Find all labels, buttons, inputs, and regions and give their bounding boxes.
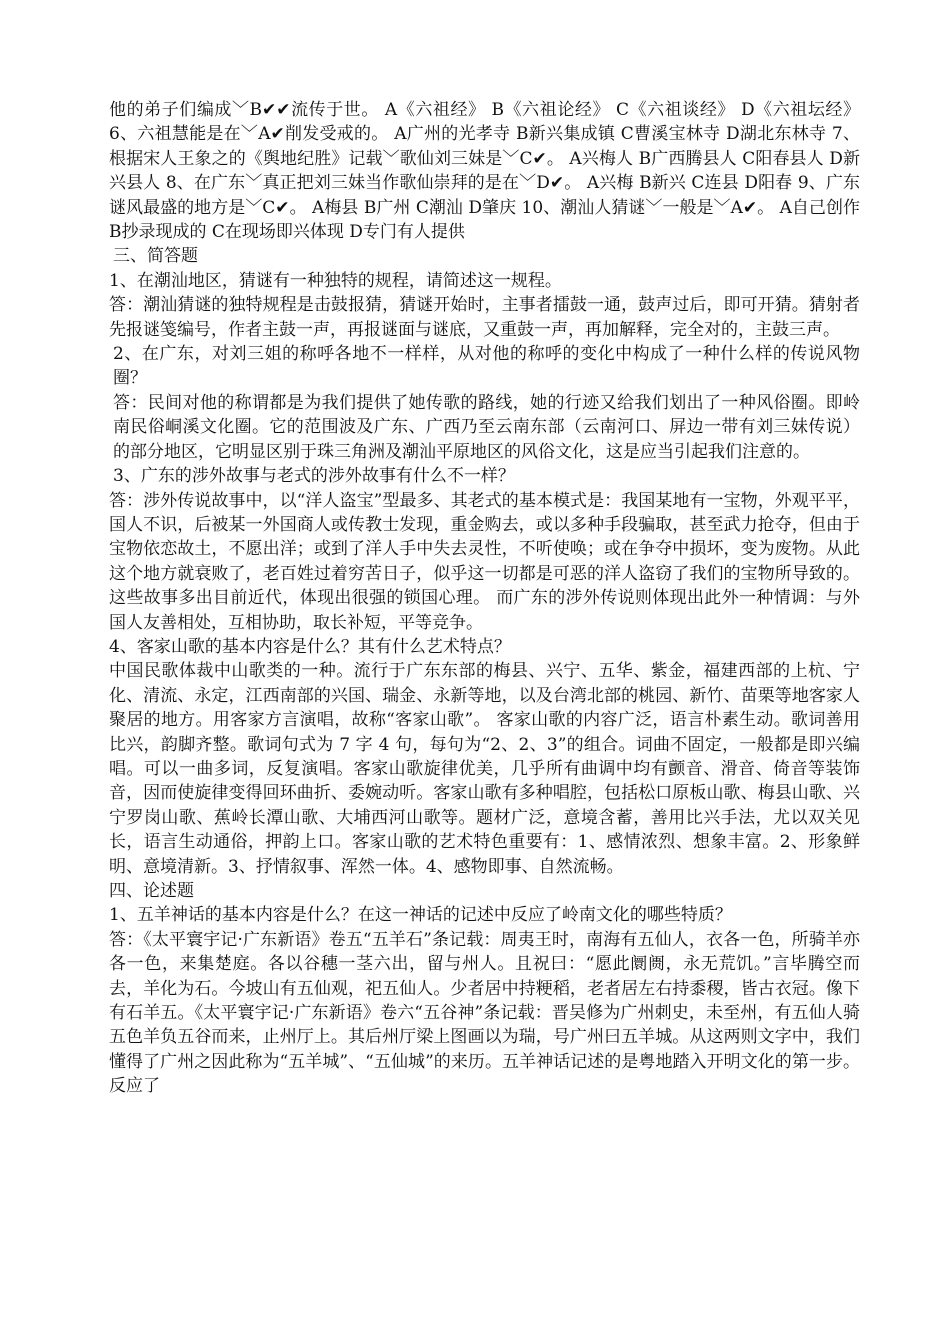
answer-1: 答：潮汕猜谜的独特规程是击鼓报猜，猜谜开始时，主事者擂鼓一通，鼓声过后，即可开猜。猜射者先报谜笺编号，作者主鼓一声，再报谜面与谜底，又重鼓一声，再加解释，完全对的，主鼓三声。 xyxy=(109,295,860,340)
section-heading-short-answer: 三、简答题 xyxy=(113,246,198,267)
answer-2: 答：民间对他的称谓都是为我们提供了她传歌的路线，她的行迹又给我们划出了一种风俗圈。即岭南民俗峒溪文化圈。它的范围波及广东、广西乃至云南东部（云南河口、屏边一带有刘三妹传说）的部分地区，它明显区别于珠三角洲及潮汕平原地区的风俗文化，这是应当引起我们注意的。 xyxy=(113,392,860,462)
answer-3: 答：涉外传说故事中，以“洋人盗宝”型最多、其老式的基本模式是：我国某地有一宝物，外观平平，国人不识，后被某一外国商人或传教士发现，重金购去，或以多种手段骗取，甚至武力抢夺，但由于宝物依恋故土，不愿出洋；或到了洋人手中失去灵性，不听使唤；或在争夺中损坏，变为废物。从此这个地方就衰败了，老百姓过着穷苦日子，似乎这一切都是可恶的洋人盗窃了我们的宝物所导致的。这些故事多出目前近代，体现出很强的锁国心理。 而广东的涉外传说则体现出此外一种情调：与外国人友善相处，互相协助，取长补短，平等竞争。 xyxy=(109,490,860,633)
essay-question-1: 1、五羊神话的基本内容是什么？在这一神话的记述中反应了岭南文化的哪些特质？ xyxy=(109,905,732,926)
question-2: 2、在广东，对刘三姐的称呼各地不一样样，从对他的称呼的变化中构成了一种什么样的传说风物圈？ xyxy=(113,344,860,389)
essay-answer-1: 答：《太平寰宇记·广东新语》卷五“五羊石”条记载：周夷王时，南海有五仙人，衣各一色，所骑羊亦各一色，来集楚庭。各以谷穗一茎六出，留与州人。且祝曰：“愿此阛阓，永无荒饥。”言毕腾空而去，羊化为石。今坡山有五仙观，祀五仙人。少者居中持粳稻，老者居左右持黍稷，皆古衣冠。像下有石羊五。《太平寰宇记·广东新语》卷六“五谷神”条记载：晋吴修为广州刺史，未至州，有五仙人骑五色羊负五谷而来，止州厅上。其后州厅梁上图画以为瑞，号广州曰五羊城。从这两则文字中，我们懂得了广州之因此称为“五羊城”、“五仙城”的来历。五羊神话记述的是粤地踏入开明文化的第一步。反应了 xyxy=(109,929,860,1097)
paragraph-choice-questions: 他的弟子们编成﹀B✔✔流传于世。 A《六祖经》 B《六祖论经》 C《六祖谈经》 D《六祖坛经》 6、六祖慧能是在﹀A✔削发受戒的。 A广州的光孝寺 B新兴集成镇 C曹溪宝林寺 D湖北东林寺 7、根据宋人王象之的《舆地纪胜》记载﹀歌仙刘三妹是﹀C✔。 A兴梅人 B广西腾县人 C阳春县人 D新兴县人 8、在广东﹀真正把刘三妹当作歌仙崇拜的是在﹀D✔。 A兴梅 B新兴 C连县 D阳春 9、广东谜风最盛的地方是﹀C✔。 A梅县 B广州 C潮汕 D肇庆 10、潮汕人猜谜﹀一般是﹀A✔。 A自己创作 B抄录现成的 C在现场即兴体现 D专门有人提供 xyxy=(109,100,860,243)
section-heading-essay: 四、论述题 xyxy=(109,881,194,901)
question-3: 3、广东的涉外故事与老式的涉外故事有什么不一样？ xyxy=(113,466,515,487)
answer-4: 中国民歌体裁中山歌类的一种。流行于广东东部的梅县、兴宁、五华、紫金，福建西部的上杭、宁化、清流、永定，江西南部的兴国、瑞金、永新等地，以及台湾北部的桃园、新竹、苗栗等地客家人聚居的地方。用客家方言演唱，故称“客家山歌”。 客家山歌的内容广泛，语言朴素生动。歌词善用比兴，韵脚齐整。歌词句式为 7 字 4 句，每句为“2、2、3”的组合。词曲不固定，一般都是即兴编唱。可以一曲多词，反复演唱。客家山歌旋律优美，几乎所有曲调中均有颤音、滑音、倚音等装饰音，因而使旋律变得回环曲折、委婉动听。客家山歌有多种唱腔，包括松口原板山歌、梅县山歌、兴宁罗岗山歌、蕉岭长潭山歌、大埔西河山歌等。题材广泛，意境含蓄，善用比兴手法，尤以双关见长，语言生动通俗，押韵上口。客家山歌的艺术特色重要有：1、感情浓烈、想象丰富。2、形象鲜明、意境清新。3、抒情叙事、浑然一体。4、感物即事、自然流畅。 xyxy=(109,661,860,877)
question-1: 1、在潮汕地区，猜谜有一种独特的规程，请简述这一规程。 xyxy=(109,270,562,291)
question-4: 4、客家山歌的基本内容是什么？其有什么艺术特点？ xyxy=(109,636,511,657)
